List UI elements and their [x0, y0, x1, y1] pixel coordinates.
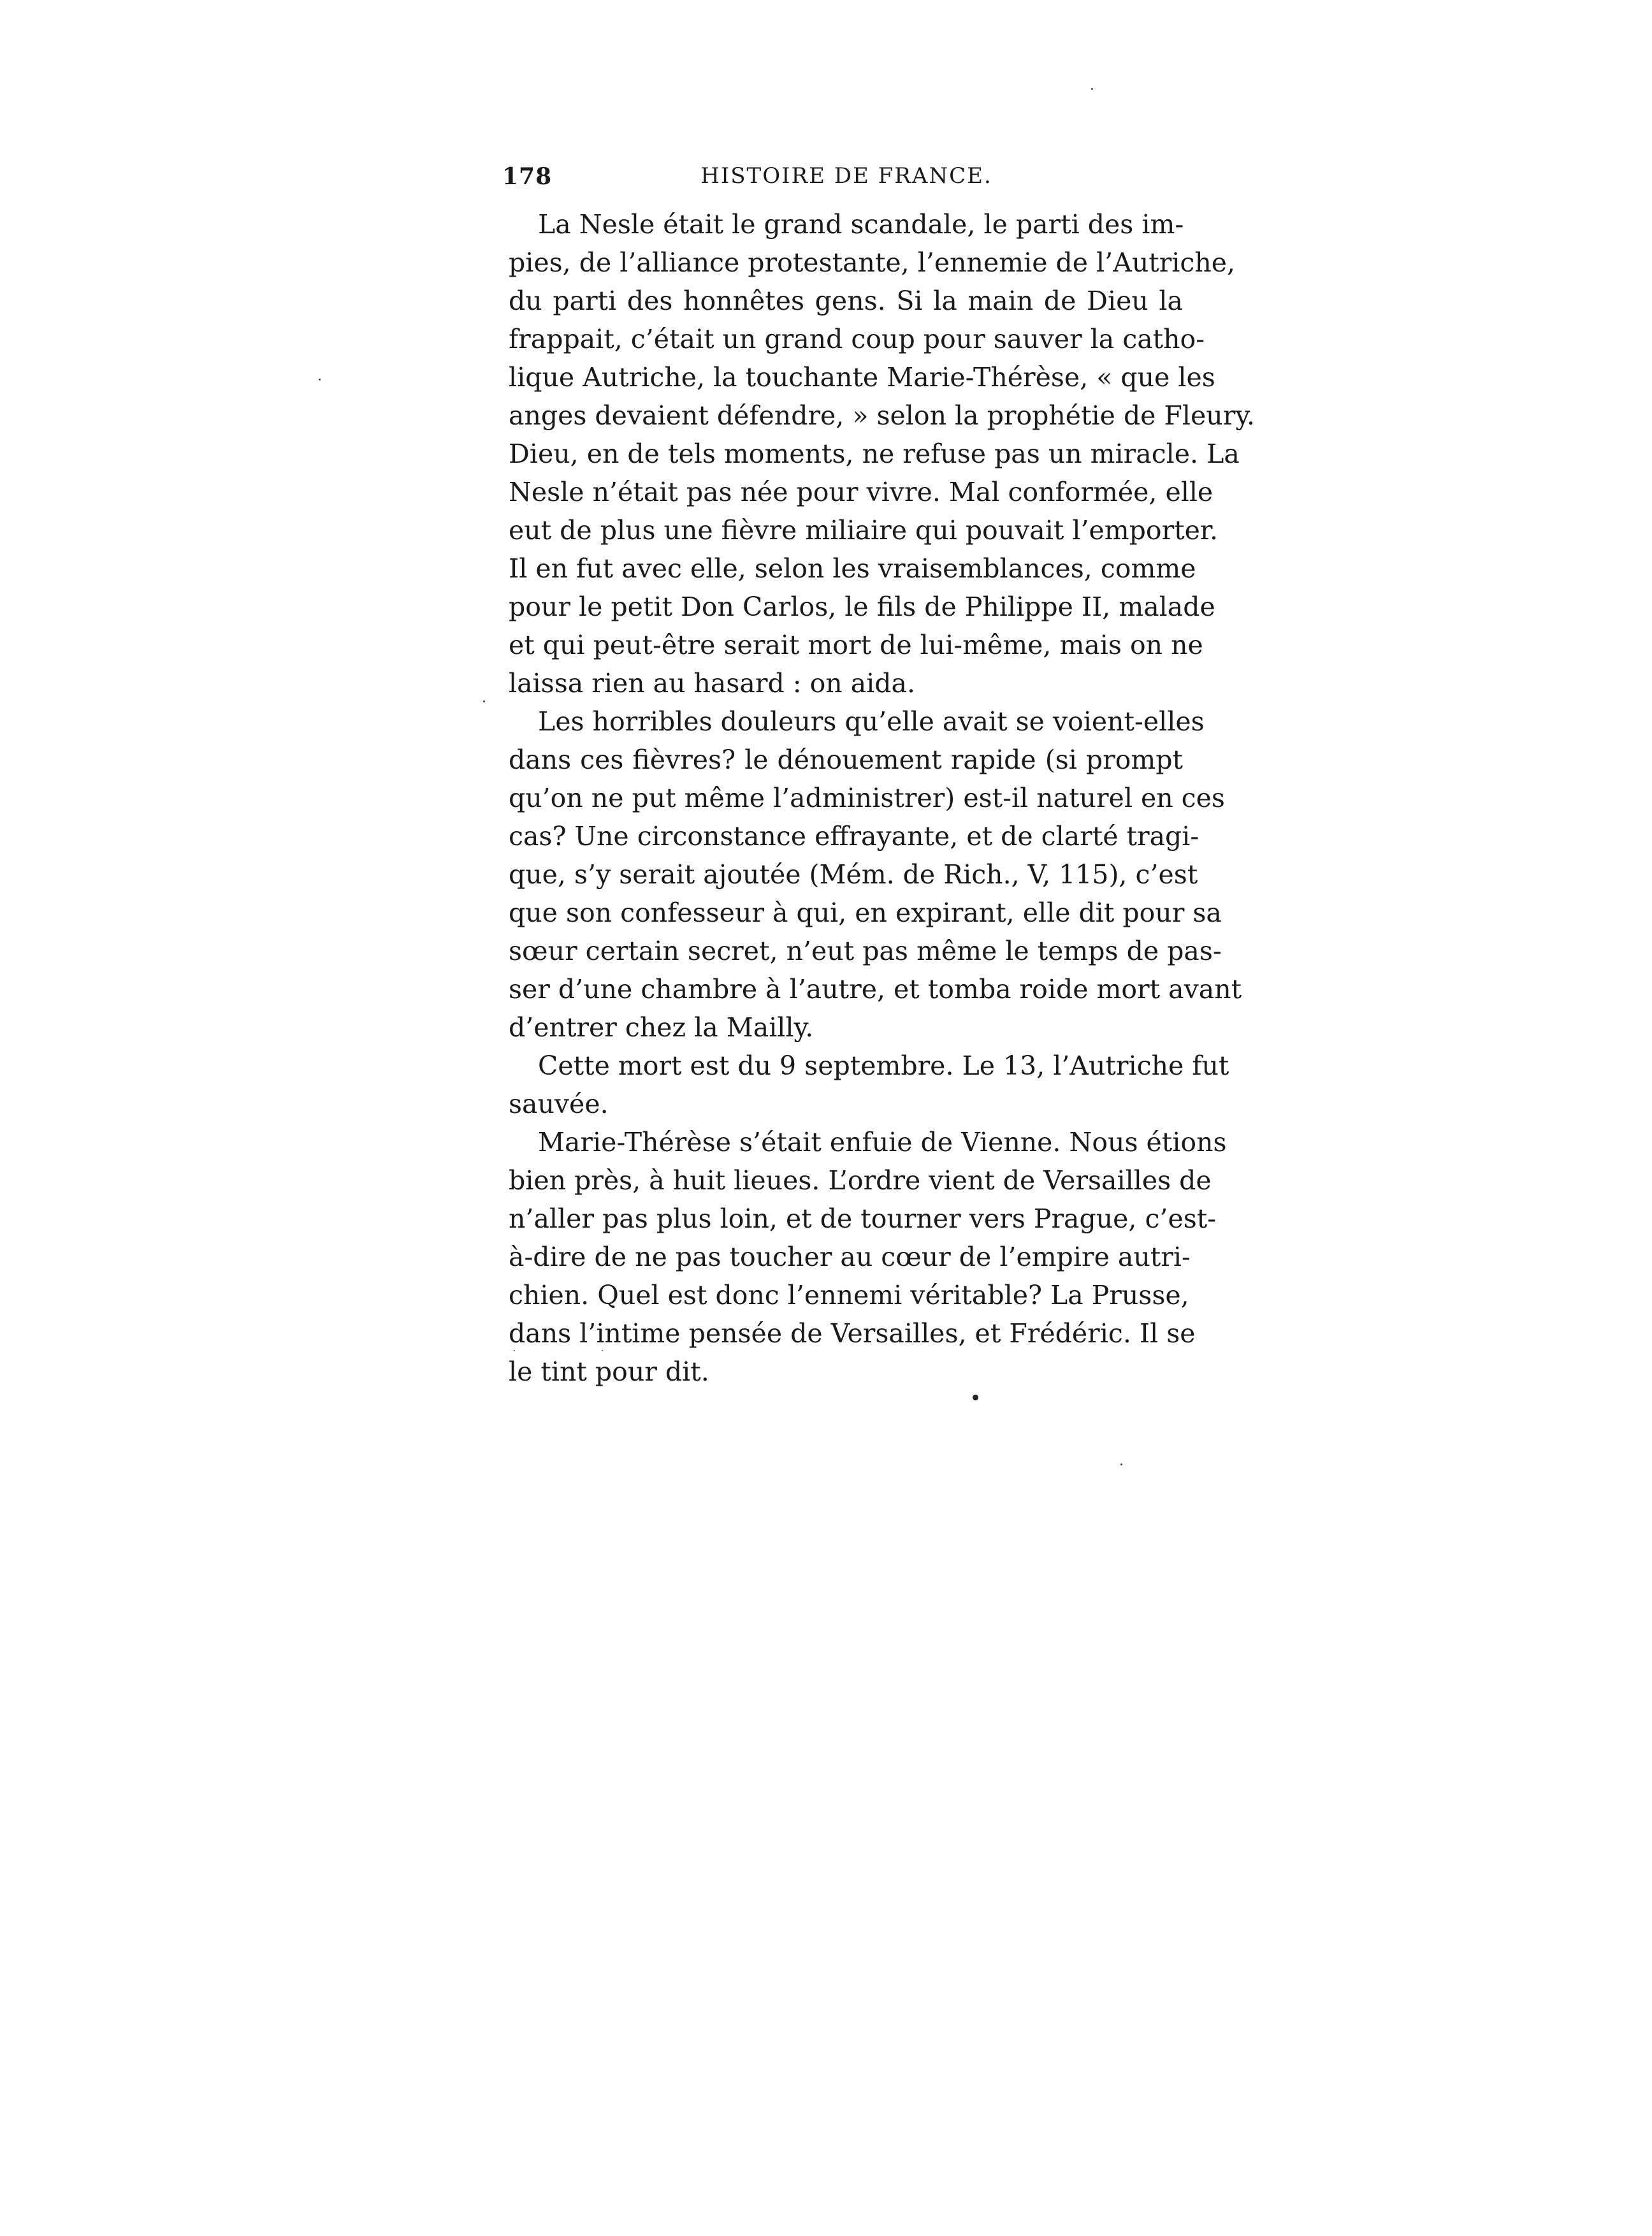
text-line: chien. Quel est donc l’ennemi véritable? La Prusse, [509, 1280, 1189, 1310]
text-line: que son confesseur à qui, en expirant, elle dit pour sa [509, 897, 1222, 928]
text-line: lique Autriche, la touchante Marie-Thérèse, « que les [509, 362, 1215, 393]
page-number: 178 [502, 163, 553, 190]
text-line: Les horribles douleurs qu’elle avait se voient-elles [538, 706, 1205, 737]
text-line: du parti des honnêtes gens. Si la main de Dieu la [509, 286, 1183, 316]
text-line: à-dire de ne pas toucher au cœur de l’empire autri- [509, 1242, 1191, 1272]
text-line: que, s’y serait ajoutée (Mém. de Rich., V, 115), c’est [509, 859, 1198, 890]
text-line: dans l’intime pensée de Versailles, et Frédéric. Il se [509, 1318, 1196, 1349]
text-line: frappait, c’était un grand coup pour sauver la catho- [509, 324, 1205, 354]
paragraph-2 [509, 702, 1242, 1047]
scan-speck [1120, 1463, 1122, 1465]
running-head [502, 163, 1191, 201]
scan-speck [602, 1350, 603, 1351]
scan-speck [514, 1350, 515, 1351]
text-line: pour le petit Don Carlos, le fils de Philippe II, malade [509, 592, 1215, 622]
running-title: HISTOIRE DE FRANCE. [700, 163, 992, 189]
paragraph-1 [509, 205, 1256, 702]
text-line: eut de plus une fièvre miliaire qui pouvait l’emporter. [509, 515, 1219, 546]
text-line: Marie-Thérèse s’était enfuie de Vienne. Nous étions [538, 1127, 1227, 1158]
scan-speck [319, 379, 321, 381]
text-line: dans ces fièvres? le dénouement rapide (si prompt [509, 744, 1183, 775]
scan-speck [1091, 88, 1093, 90]
paragraph-3 [509, 1047, 1229, 1123]
text-line: anges devaient défendre, » selon la prophétie de Fleury. [509, 400, 1256, 431]
text-line: Nesle n’était pas née pour vivre. Mal conformée, elle [509, 477, 1214, 507]
text-line: n’aller pas plus loin, et de tourner vers Prague, c’est- [509, 1203, 1217, 1234]
text-line: et qui peut-être serait mort de lui-même, mais on ne [509, 630, 1203, 660]
body-text [509, 205, 1256, 1391]
scan-speck [973, 1395, 978, 1400]
text-line: d’entrer chez la Mailly. [509, 1012, 814, 1043]
text-line: laissa rien au hasard : on aida. [509, 668, 915, 699]
text-line: bien près, à huit lieues. L’ordre vient de Versailles de [509, 1165, 1212, 1196]
text-line: le tint pour dit. [509, 1356, 709, 1387]
scan-speck [483, 701, 485, 702]
text-line: sœur certain secret, n’eut pas même le temps de pas- [509, 936, 1222, 966]
text-line: La Nesle était le grand scandale, le parti des im- [538, 209, 1184, 240]
text-line: Il en fut avec elle, selon les vraisemblances, comme [509, 553, 1196, 584]
text-line: qu’on ne put même l’administrer) est-il naturel en ces [509, 783, 1225, 813]
text-line: cas? Une circonstance effrayante, et de clarté tragi- [509, 821, 1199, 852]
text-line: Cette mort est du 9 septembre. Le 13, l’Autriche fut [538, 1050, 1229, 1081]
paragraph-4 [509, 1123, 1227, 1391]
text-line: sauvée. [509, 1089, 609, 1119]
text-line: ser d’une chambre à l’autre, et tomba roide mort avant [509, 974, 1242, 1005]
text-line: Dieu, en de tels moments, ne refuse pas un miracle. La [509, 439, 1240, 469]
text-line: pies, de l’alliance protestante, l’ennemie de l’Autriche, [509, 247, 1236, 278]
